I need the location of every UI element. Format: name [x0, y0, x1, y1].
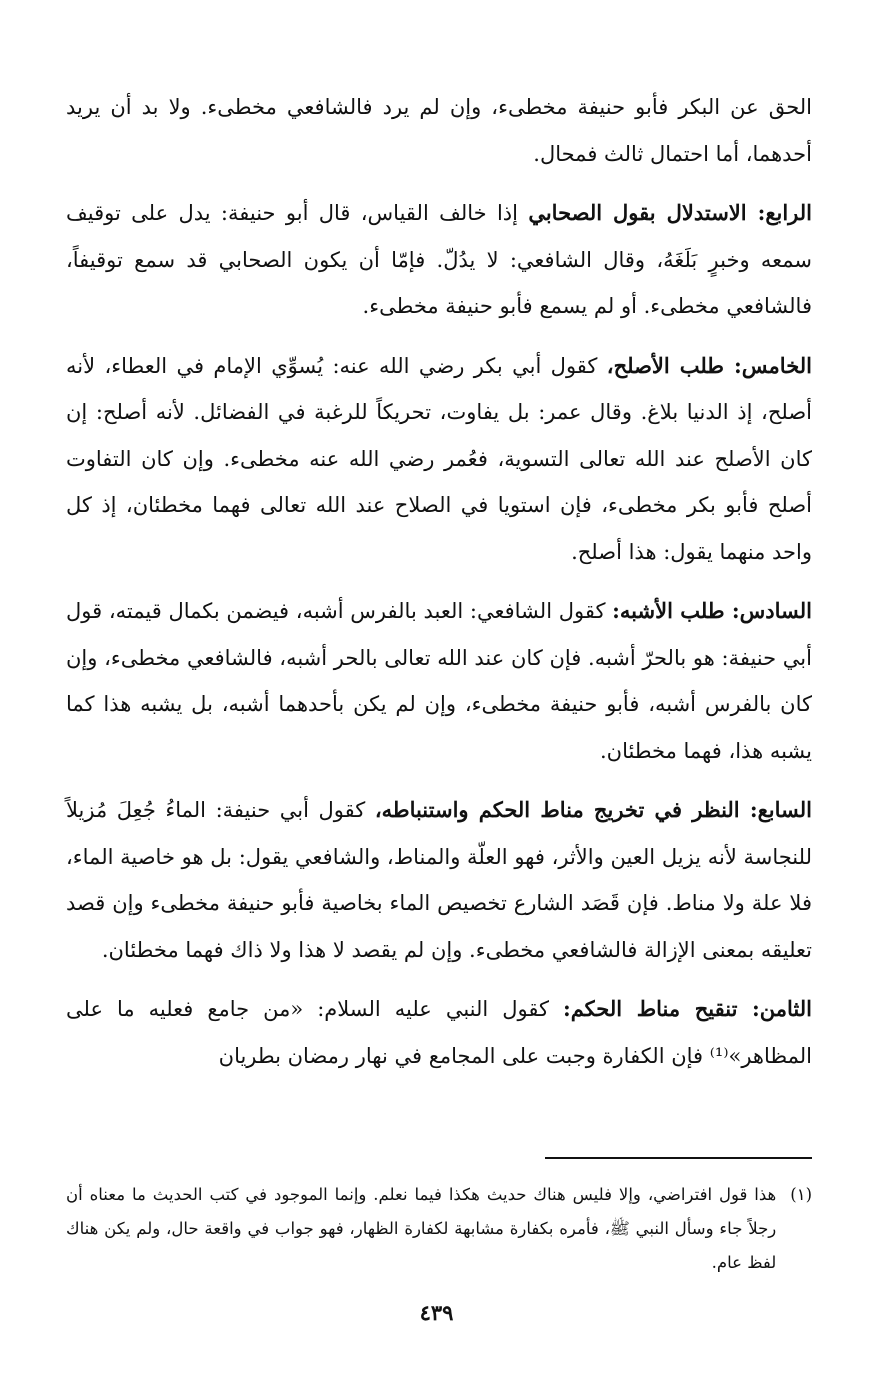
paragraph-heading: السادس: طلب الأشبه:	[612, 598, 812, 623]
paragraph-fourth	[66, 190, 812, 330]
paragraph-text: إذا خالف القياس، قال أبو حنيفة: يدل على توقيف سمعه وخبرٍ بَلَغَهُ، وقال الشافعي: لا يدُلّ. فإمّا أن يكون الصحابي قد سمع توقيفاً، فالشافعي مخطىء. أو لم يسمع فأبو حنيفة مخطىء.	[66, 201, 812, 318]
paragraph-heading: الثامن: تنقيح مناط الحكم:	[562, 996, 813, 1021]
footnote-divider	[545, 1157, 812, 1159]
paragraph-sixth	[66, 588, 812, 774]
footnote	[66, 1178, 812, 1280]
paragraph-heading: الخامس: طلب الأصلح،	[606, 352, 812, 378]
footnote-text: هذا قول افتراضي، وإلا فليس هناك حديث هكذا فيما نعلم. وإنما الموجود في كتب الحديث ما معناه أن رجلاً جاء وسأل النبي ﷺ، فأمره بكفارة مشابهة لكفارة الظهار، فهو جواب في واقعة حال، ولم يكن هناك لفظ عام.	[66, 1185, 777, 1272]
paragraph-text: كقول أبي حنيفة: الماءُ جُعِلَ مُزيلاً للنجاسة لأنه يزيل العين والأثر، فهو العلّة والمناط، والشافعي يقول: بل هو خاصية الماء، فلا علة ولا مناط. فإن قَصَد الشارع تخصيص الماء بخاصية فأبو حنيفة مخطىء وإن قصد تعليقه بمعنى الإزالة فالشافعي مخطىء. وإن لم يقصد لا هذا ولا ذاك فهما مخطئان.	[66, 798, 812, 962]
paragraph-fifth	[66, 343, 812, 576]
paragraph-text: كقول الشافعي: العبد بالفرس أشبه، فيضمن بكمال قيمته، قول أبي حنيفة: هو بالحرّ أشبه. فإن كان عند الله تعالى بالحر أشبه، فالشافعي مخطىء، وإن كان بالفرس أشبه، فأبو حنيفة مخطىء، وإن لم يكن بأحدهما أشبه، بل يشبه هذا كما يشبه هذا، فهما مخطئان.	[66, 599, 812, 763]
paragraph-eighth	[66, 986, 812, 1079]
page-number: ٤٣٩	[419, 1300, 454, 1325]
paragraph-text: كقول أبي بكر رضي الله عنه: يُسوِّي الإمام في العطاء، لأنه أصلح، إذ الدنيا بلاغ. وقال عمر: بل يفاوت، تحريكاً للرغبة في الفضائل. لأنه أصلح: إن كان الأصلح عند الله تعالى التسوية، فعُمر رضي الله عنه مخطىء. وإن كان التفاوت أصلح فأبو بكر مخطىء، فإن استويا في الصلاح عند الله تعالى فهما مخطئان، إذ كل واحد منهما يقول: هذا أصلح.	[66, 353, 812, 564]
paragraph-seventh	[66, 787, 812, 973]
paragraph-text: كقول النبي عليه السلام: «من جامع فعليه ما على المظاهر»⁽¹⁾ فإن الكفارة وجبت على المجامع في نهار رمضان بطريان	[66, 997, 812, 1068]
page-body	[66, 84, 812, 1092]
paragraph-text: الحق عن البكر فأبو حنيفة مخطىء، وإن لم يرد فالشافعي مخطىء. ولا بد أن يريد أحدهما، أما احتمال ثالث فمحال.	[66, 95, 812, 166]
paragraph-heading: الرابع: الاستدلال بقول الصحابي	[528, 200, 812, 225]
paragraph-heading: السابع: النظر في تخريج مناط الحكم واستنباطه،	[374, 797, 812, 822]
footnote-number: (١)	[790, 1185, 812, 1204]
paragraph-continuation	[66, 84, 812, 177]
